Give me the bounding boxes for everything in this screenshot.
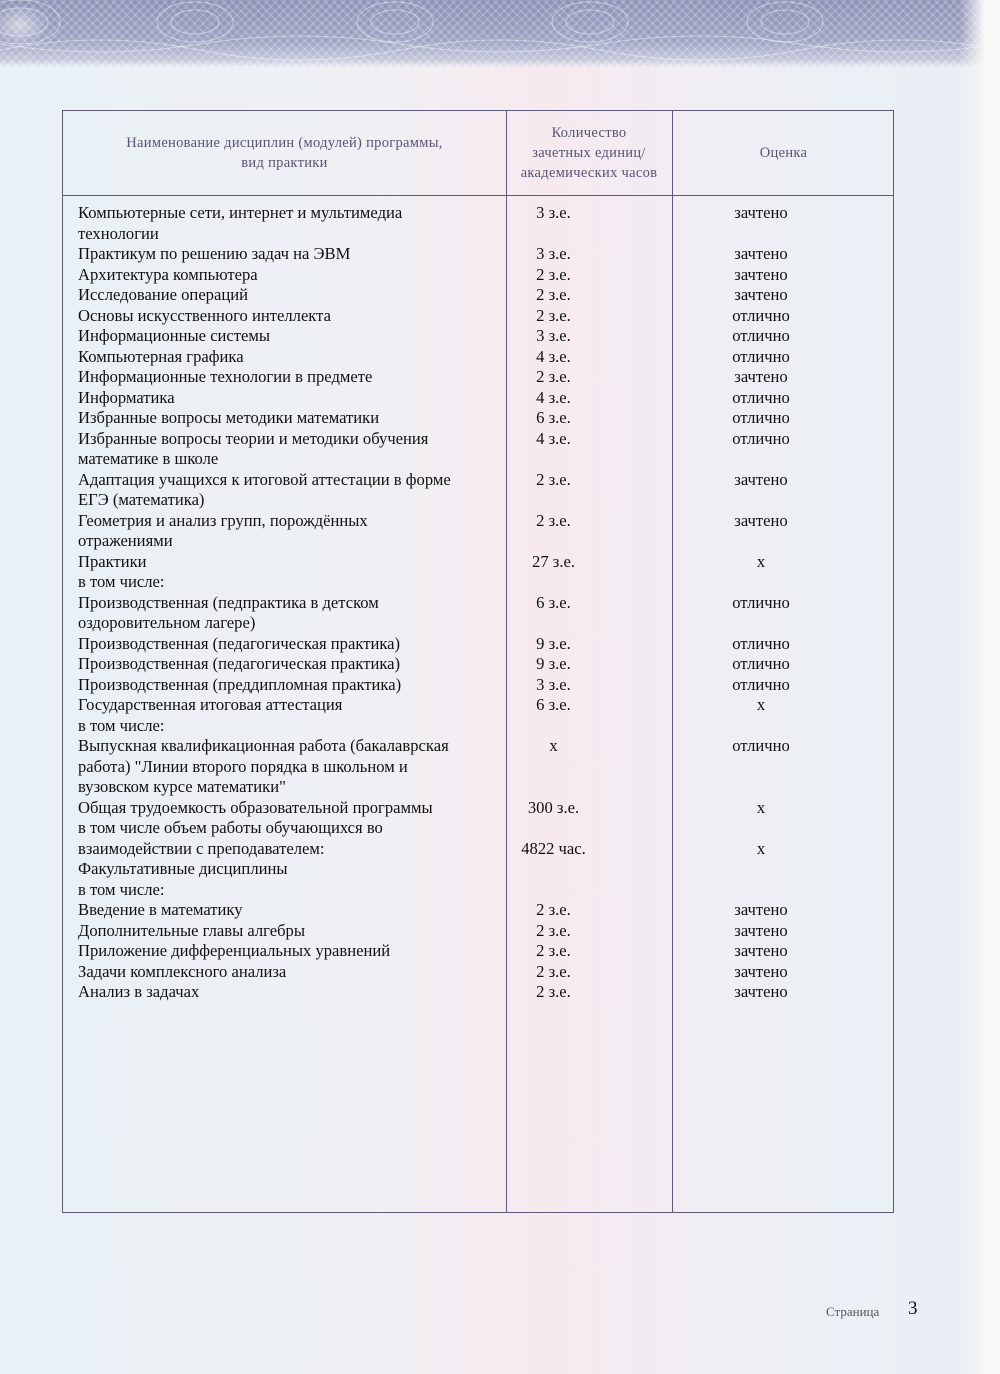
credit-units: 2 з.е. [536, 982, 571, 1001]
credit-units: 2 з.е. [536, 941, 571, 960]
grade-value: зачтено [734, 941, 788, 960]
credit-units [477, 716, 630, 737]
table-row [78, 367, 888, 388]
grade-value: x [756, 551, 766, 571]
grades-table [62, 110, 894, 1213]
credit-units: 4 з.е. [536, 428, 571, 448]
table-row-workload [78, 818, 888, 859]
table-row [78, 982, 888, 1003]
discipline-name: Избранные вопросы теории и методики обучения математике в школе [78, 428, 429, 468]
grade-value: зачтено [734, 367, 788, 386]
credit-units: 27 з.е. [532, 551, 575, 571]
header-grade [672, 111, 895, 195]
table-row [78, 736, 888, 798]
discipline-name: Выпускная квалификационная работа (бакалаврская работа) "Линии второго порядка в школьном и вузовском курсе математики" [78, 736, 449, 796]
credit-units: 2 з.е. [536, 510, 571, 530]
table-row [78, 798, 888, 819]
credit-units: 4 з.е. [536, 346, 571, 366]
credit-units: 2 з.е. [536, 285, 571, 304]
guilloche-border [0, 0, 1000, 68]
page-number: 3 [908, 1298, 918, 1319]
table-body [78, 203, 888, 1003]
table-row [78, 900, 888, 921]
table-row [78, 265, 888, 286]
table-row [78, 388, 888, 409]
grade-value: зачтено [734, 510, 788, 530]
discipline-name: Практикум по решению задач на ЭВМ [78, 244, 351, 263]
table-row [78, 880, 888, 901]
discipline-name: Производственная (педагогическая практика) [78, 633, 401, 653]
table-row [78, 962, 888, 983]
credit-units: 2 з.е. [536, 305, 571, 325]
grade-value: зачтено [734, 961, 788, 981]
table-row [78, 634, 888, 655]
credit-units: 6 з.е. [536, 592, 571, 612]
credit-units: 6 з.е. [536, 408, 571, 427]
credit-units: 4 з.е. [536, 387, 571, 407]
table-row [78, 408, 888, 429]
discipline-name: Основы искусственного интеллекта [78, 305, 331, 325]
grade-value: зачтено [734, 285, 788, 304]
header-units [506, 111, 672, 195]
grade-value: отлично [732, 674, 790, 694]
header-discipline-line1: Наименование дисциплин (модулей) программы, [126, 135, 443, 151]
credit-units [477, 880, 630, 901]
table-row [78, 654, 888, 675]
grade-value [646, 859, 876, 880]
discipline-name: Введение в математику [78, 900, 243, 919]
table-row [78, 306, 888, 327]
grade-value: отлично [732, 428, 790, 448]
grade-value: отлично [732, 633, 790, 653]
discipline-name: Общая трудоемкость образовательной программы [78, 797, 433, 817]
discipline-name: Производственная (педпрактика в детском оздоровительном лагере) [78, 592, 379, 632]
grade-value: зачтено [734, 920, 788, 940]
header-discipline-line2: вид практики [241, 155, 328, 171]
discipline-name: в том числе объем работы обучающихся во взаимодействии с преподавателем: [78, 818, 383, 858]
credit-units: 9 з.е. [536, 633, 571, 653]
table-row [78, 203, 888, 244]
credit-units [477, 859, 630, 880]
grade-value [646, 880, 876, 901]
credit-units: 3 з.е. [536, 674, 571, 694]
grade-value: зачтено [734, 203, 788, 222]
grade-value: отлично [732, 408, 790, 427]
table-row [78, 429, 888, 470]
grade-value: зачтено [734, 900, 788, 919]
table-row [78, 921, 888, 942]
credit-units: 2 з.е. [536, 961, 571, 981]
grade-value [646, 572, 876, 593]
discipline-name: Информатика [78, 387, 175, 407]
table-row [78, 695, 888, 716]
discipline-name: Исследование операций [78, 285, 248, 304]
discipline-name: Приложение дифференциальных уравнений [78, 941, 391, 960]
discipline-name: Информационные системы [78, 326, 271, 345]
credit-units [477, 572, 630, 593]
discipline-name: в том числе: [78, 879, 165, 899]
header-divider [63, 195, 893, 196]
discipline-name: Производственная (педагогическая практика) [78, 654, 401, 673]
grade-value: отлично [732, 346, 790, 366]
discipline-name: Факультативные дисциплины [78, 859, 288, 878]
discipline-name: Производственная (преддипломная практика) [78, 674, 402, 694]
page-label: Страница [826, 1304, 880, 1319]
header-units-line1: Количество [551, 125, 627, 141]
header-grade-label: Оценка [759, 145, 808, 161]
grade-value: отлично [732, 654, 790, 673]
table-row [78, 572, 888, 593]
header-units-line2: зачетных единиц/ [532, 145, 646, 161]
table-row [78, 716, 888, 737]
table-row [78, 675, 888, 696]
grade-value: отлично [732, 736, 790, 755]
header-units-line3: академических часов [520, 165, 658, 181]
discipline-name: Информационные технологии в предмете [78, 367, 373, 386]
credit-units [477, 818, 630, 859]
table-row [78, 326, 888, 347]
workload-hours: 4822 час. [521, 838, 586, 858]
discipline-name: Компьютерная графика [78, 346, 244, 366]
credit-units: 2 з.е. [536, 264, 571, 284]
grade-value: отлично [732, 305, 790, 325]
discipline-name: Дополнительные главы алгебры [78, 920, 305, 940]
credit-units: 3 з.е. [536, 244, 571, 263]
discipline-name: Государственная итоговая аттестация [78, 695, 343, 714]
grade-value: отлично [732, 326, 790, 345]
grade-value: x [756, 797, 766, 817]
grade-value [646, 818, 876, 859]
grade-value: отлично [732, 387, 790, 407]
grade-value: x [756, 695, 766, 714]
grade-value [646, 716, 876, 737]
credit-units: 2 з.е. [536, 920, 571, 940]
grade-value: зачтено [734, 982, 788, 1001]
workload-grade: x [756, 838, 766, 858]
discipline-name: в том числе: [78, 572, 165, 591]
table-row [78, 285, 888, 306]
table-row [78, 470, 888, 511]
discipline-name: Избранные вопросы методики математики [78, 408, 380, 427]
credit-units: 9 з.е. [536, 654, 571, 673]
table-row [78, 859, 888, 880]
table-row [78, 593, 888, 634]
table-row [78, 941, 888, 962]
page-edge [960, 0, 1000, 1374]
discipline-name: в том числе: [78, 715, 165, 735]
grade-value: зачтено [734, 469, 788, 489]
grade-value: зачтено [734, 264, 788, 284]
discipline-name: Практики [78, 551, 147, 571]
discipline-name: Компьютерные сети, интернет и мультимедиа технологии [78, 203, 403, 243]
credit-units: 3 з.е. [536, 203, 571, 222]
table-row [78, 511, 888, 552]
credit-units: 6 з.е. [536, 695, 571, 714]
discipline-name: Геометрия и анализ групп, порождённых отражениями [78, 510, 368, 550]
table-row [78, 347, 888, 368]
credit-units: 2 з.е. [536, 900, 571, 919]
grade-value: зачтено [734, 244, 788, 263]
table-row [78, 244, 888, 265]
table-row [78, 552, 888, 573]
credit-units: x [549, 736, 558, 755]
credit-units: 300 з.е. [527, 797, 580, 817]
credit-units: 2 з.е. [536, 367, 571, 386]
header-discipline [63, 111, 506, 195]
credit-units: 2 з.е. [536, 469, 571, 489]
discipline-name: Архитектура компьютера [78, 264, 258, 284]
discipline-name: Задачи комплексного анализа [78, 961, 287, 981]
discipline-name: Анализ в задачах [78, 982, 200, 1001]
discipline-name: Адаптация учащихся к итоговой аттестации в форме ЕГЭ (математика) [78, 469, 451, 509]
credit-units: 3 з.е. [536, 326, 571, 345]
grade-value: отлично [732, 592, 790, 612]
